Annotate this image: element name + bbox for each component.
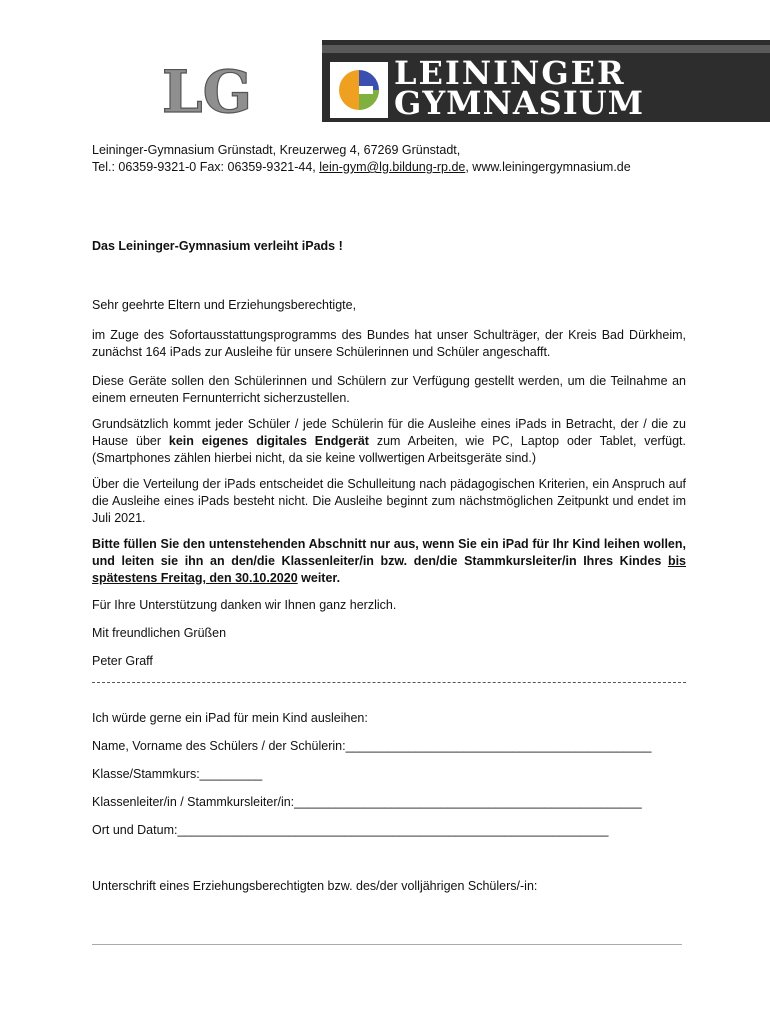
form-intro: Ich würde gerne ein iPad für mein Kind ausleihen: (92, 711, 368, 725)
letter-title: Das Leininger-Gymnasium verleiht iPads ! (92, 239, 343, 253)
class-field[interactable]: Klasse/Stammkurs:_________ (92, 767, 263, 781)
signature-label: Unterschrift eines Erziehungsberechtigten bzw. des/der volljährigen Schülers/-in: (92, 879, 538, 893)
paragraph-2: Diese Geräte sollen den Schülerinnen und Schülern zur Verfügung gestellt werden, um die Teilnahme an einem erneuten Fernunterricht sicherzustellen. (92, 374, 686, 405)
paragraph-5-end: weiter. (297, 571, 341, 585)
website: , www.leiningergymnasium.de (465, 160, 631, 174)
paragraph-3 (92, 416, 686, 467)
cut-line (92, 682, 686, 683)
thanks: Für Ihre Unterstützung danken wir Ihnen ganz herzlich. (92, 598, 397, 612)
school-emblem-icon (330, 62, 388, 118)
lg-logo-graphic (142, 60, 272, 118)
school-name-line2: GYMNASIUM (394, 84, 645, 122)
address-line1: Leininger-Gymnasium Grünstadt, Kreuzerweg 4, 67269 Grünstadt, (92, 143, 461, 157)
signature-name: Peter Graff (92, 654, 153, 668)
deadline: bis spätestens Freitag, den 30.10.2020 (92, 554, 686, 585)
closing: Mit freundlichen Grüßen (92, 626, 227, 640)
paragraph-3-emphasis: kein eigenes digitales Endgerät (168, 434, 369, 448)
letterhead (92, 40, 682, 122)
paragraph-5 (92, 536, 686, 587)
student-name-field[interactable]: Name, Vorname des Schülers / der Schülerin:____________________________________________ (92, 739, 652, 753)
paragraph-4: Über die Verteilung der iPads entscheidet die Schulleitung nach pädagogischen Kriterien, ein Anspruch auf die Ausleihe eines iPads besteht nicht. Die Ausleihe beginnt zum nächstmöglichen Zeitpunkt und endet im Juli 2021. (92, 477, 686, 525)
address-line2 (92, 159, 692, 176)
paragraph-1: im Zuge des Sofortausstattungsprogramms des Bundes hat unser Schulträger, der Kreis Bad Dürkheim, zunächst 164 iPads zur Ausleihe für unsere Schülerinnen und Schüler angeschafft. (92, 328, 686, 359)
paragraph-5-text: Bitte füllen Sie den untenstehenden Abschnitt nur aus, wenn Sie ein iPad für Ihr Kind leihen wollen, und leiten sie ihn an den/die Klassenleiter/in bzw. den/die Stammkursleiter/in Ihres Kindes (92, 537, 686, 568)
lg-logo (142, 60, 272, 118)
address-block (92, 142, 692, 176)
paragraph-3-text-end: zum Arbeiten, wie PC, Laptop oder Tablet, verfügt. (Smartphones zählen hierbei nicht, da sie keine vollwertigen Arbeitsgeräte sind.) (92, 434, 686, 465)
paragraph-3-text: Grundsätzlich kommt jeder Schüler / jede Schülerin für die Ausleihe eines iPads in Betracht, der / die zu Hause über (92, 417, 686, 448)
phone-fax: Tel.: 06359-9321-0 Fax: 06359-9321-44, (92, 160, 320, 174)
lg-logo-text: LG (161, 60, 253, 118)
banner-stripe (322, 45, 770, 53)
school-banner (322, 40, 770, 122)
school-name-line1: LEININGER (394, 54, 626, 92)
teacher-field[interactable]: Klassenleiter/in / Stammkursleiter/in:__________________________________________________ (92, 795, 642, 809)
salutation: Sehr geehrte Eltern und Erziehungsberechtigte, (92, 298, 357, 312)
signature-line[interactable] (92, 944, 682, 945)
place-date-field[interactable]: Ort und Datum:______________________________________________________________ (92, 823, 609, 837)
email-link[interactable]: lein-gym@lg.bildung-rp.de (319, 160, 466, 174)
school-name (394, 54, 770, 122)
